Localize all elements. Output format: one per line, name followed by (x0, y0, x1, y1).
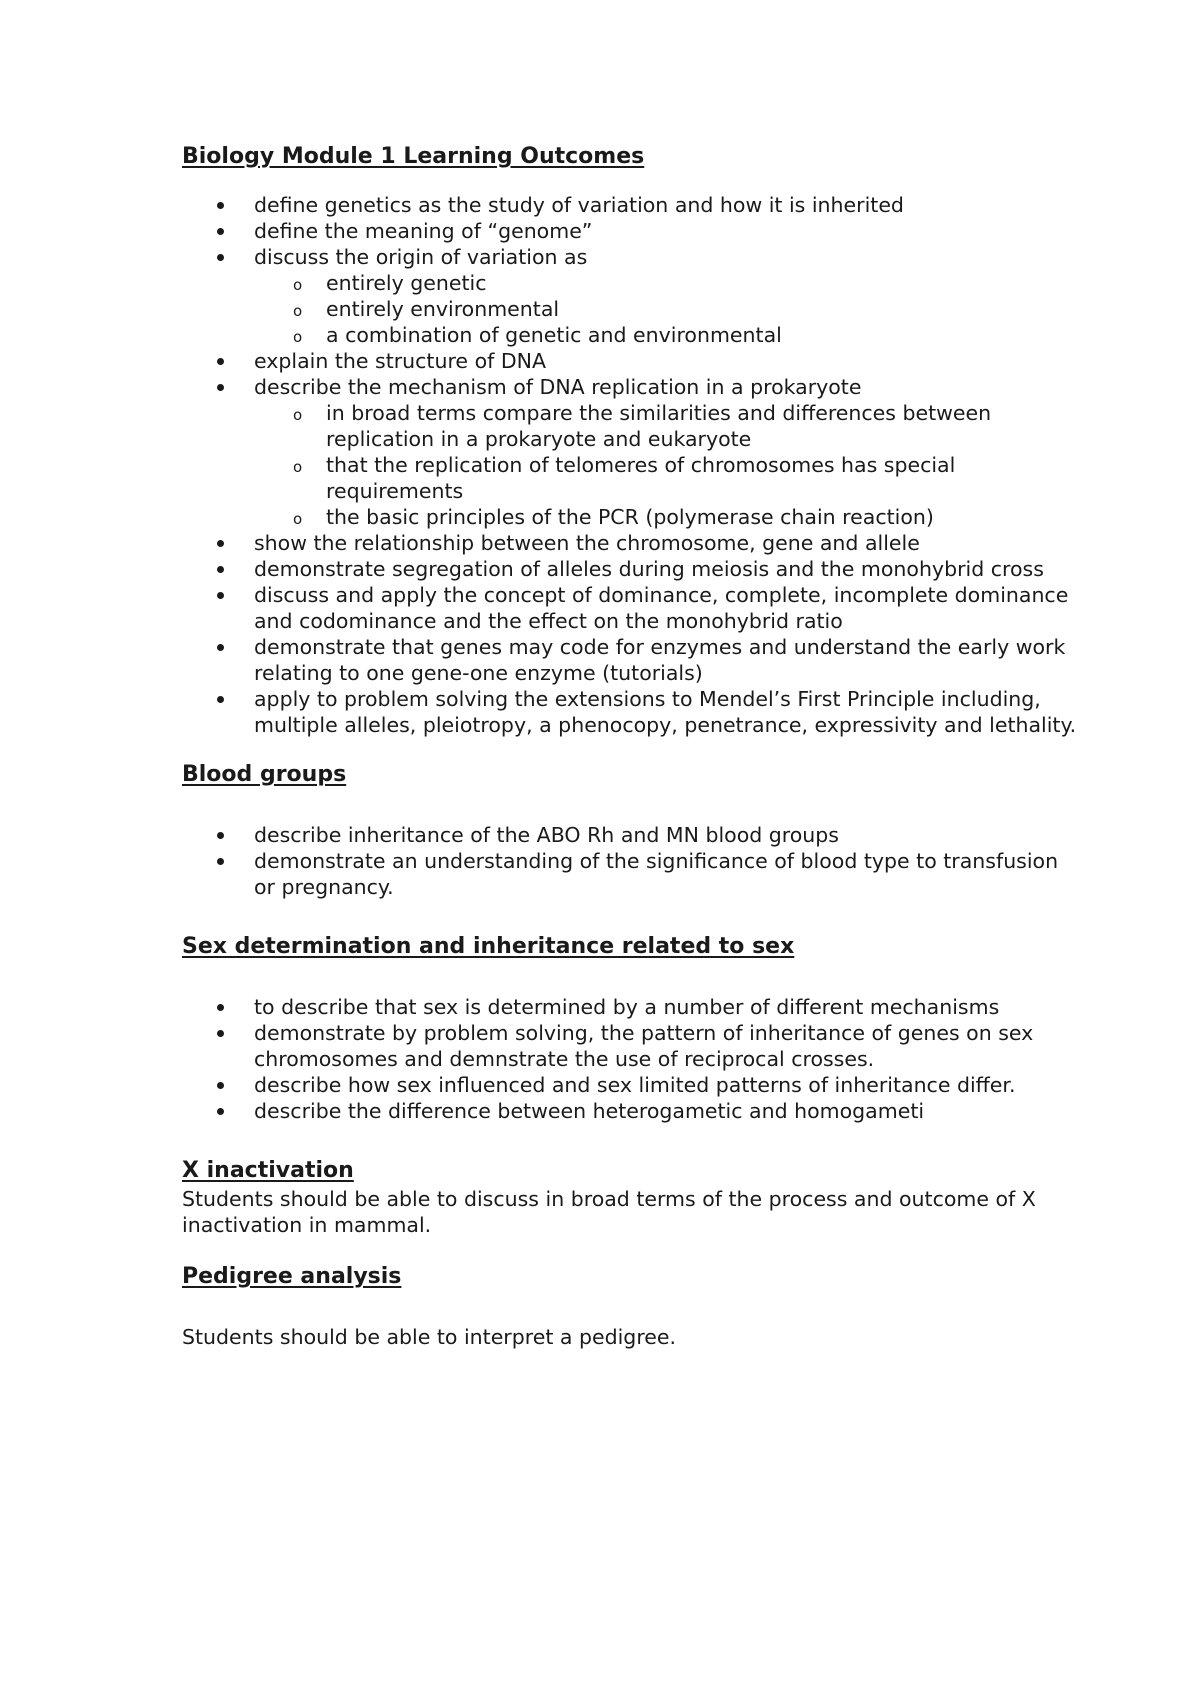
list-item: demonstrate segregation of alleles during meiosis and the monohybrid cross (182, 556, 1082, 582)
sub-list-item: o that the replication of telomeres of chromosomes has special requirements (182, 452, 1082, 504)
section-heading-x-inactivation: X inactivation (182, 1158, 354, 1183)
section-heading-sex-determination: Sex determination and inheritance related to sex (182, 934, 795, 959)
list-item: to describe that sex is determined by a number of different mechanisms (182, 994, 1082, 1020)
sub-list-item: o entirely environmental (182, 296, 1082, 322)
sub-list-item: o entirely genetic (182, 270, 1082, 296)
sex-determination-list (182, 994, 1082, 1124)
x-inactivation-text: Students should be able to discuss in broad terms of the process and outcome of X inactivation in mammal. (182, 1187, 1036, 1237)
blood-groups-list (182, 822, 1082, 900)
list-item: discuss the origin of variation as (182, 244, 1082, 270)
learning-outcomes-list (182, 192, 1082, 738)
section-heading-pedigree-analysis: Pedigree analysis (182, 1264, 402, 1289)
list-item: demonstrate that genes may code for enzymes and understand the early work relating to one gene-one enzyme (tutorials) (182, 634, 1082, 686)
list-item: explain the structure of DNA (182, 348, 1082, 374)
list-item: describe the mechanism of DNA replication in a prokaryote (182, 374, 1082, 400)
list-item: define genetics as the study of variation and how it is inherited (182, 192, 1082, 218)
list-item: apply to problem solving the extensions to Mendel’s First Principle including, multiple alleles, pleiotropy, a phenocopy, penetrance, expressivity and lethality. (182, 686, 1082, 738)
sub-list-item: o a combination of genetic and environmental (182, 322, 1082, 348)
document-content (182, 142, 1082, 1350)
list-item: discuss and apply the concept of dominance, complete, incomplete dominance and codominance and the effect on the monohybrid ratio (182, 582, 1082, 634)
list-item: describe how sex influenced and sex limited patterns of inheritance differ. (182, 1072, 1082, 1098)
list-item: describe the difference between heterogametic and homogameti (182, 1098, 1082, 1124)
section-heading-blood-groups: Blood groups (182, 762, 347, 787)
sub-list-item: o in broad terms compare the similarities and differences between replication in a prokaryote and eukaryote (182, 400, 1082, 452)
document-title: Biology Module 1 Learning Outcomes (182, 144, 645, 169)
list-item: describe inheritance of the ABO Rh and MN blood groups (182, 822, 1082, 848)
list-item: demonstrate an understanding of the significance of blood type to transfusion or pregnancy. (182, 848, 1082, 900)
sub-list-item: o the basic principles of the PCR (polymerase chain reaction) (182, 504, 1082, 530)
pedigree-text: Students should be able to interpret a pedigree. (182, 1325, 677, 1349)
list-item: show the relationship between the chromosome, gene and allele (182, 530, 1082, 556)
list-item: define the meaning of “genome” (182, 218, 1082, 244)
list-item: demonstrate by problem solving, the pattern of inheritance of genes on sex chromosomes and demnstrate the use of reciprocal crosses. (182, 1020, 1082, 1072)
